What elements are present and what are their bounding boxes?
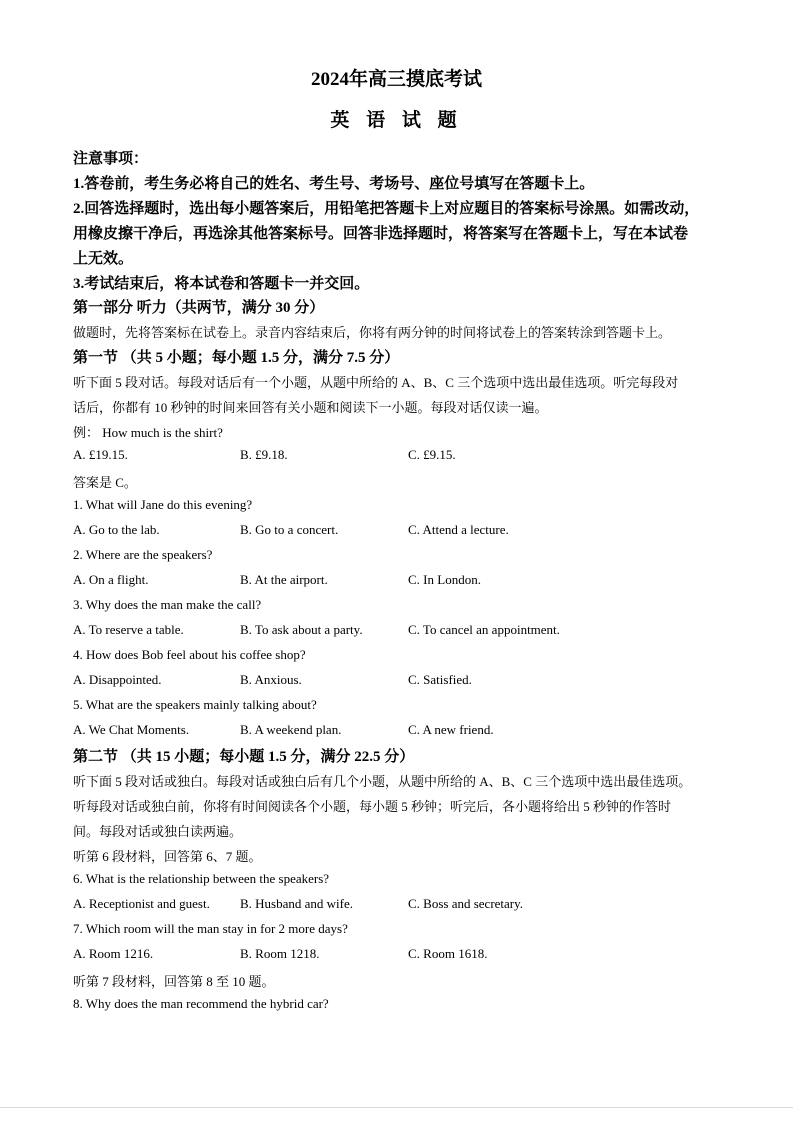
notice-item-3: 3.考试结束后，将本试卷和答题卡一并交回。 — [73, 276, 370, 292]
option-b: B. Anxious. — [240, 672, 302, 687]
section2-title: 第二节 （共 15 小题；每小题 1.5 分，满分 22.5 分） — [73, 749, 415, 765]
option-a: A. Receptionist and guest. — [73, 896, 210, 911]
question-text: 4. How does Bob feel about his coffee shop? — [73, 647, 306, 662]
question-text: 1. What will Jane do this evening? — [73, 497, 253, 512]
option-b: B. Go to a concert. — [240, 522, 339, 537]
question-text: 2. Where are the speakers? — [73, 547, 213, 562]
option-a: A. To reserve a table. — [73, 622, 184, 637]
option-b: B. Husband and wife. — [240, 896, 354, 911]
material-7-note: 听第 7 段材料，回答第 8 至 10 题。 — [73, 974, 275, 989]
option-b: B. At the airport. — [240, 572, 328, 587]
section2-instruction-line2: 听每段对话或独白前，你将有时间阅读各个小题，每小题 5 秒钟；听完后，各小题将给出 5 秒钟的作答时 — [73, 799, 672, 814]
question-text: 8. Why does the man recommend the hybrid car? — [73, 996, 329, 1011]
option-a: A. On a flight. — [73, 572, 149, 587]
section2-instruction-line1: 听下面 5 段对话或独白。每段对话或独白后有几个小题，从题中所给的 A、B、C 三个选项中选出最佳选项。 — [73, 774, 692, 789]
example-answer: 答案是 C。 — [73, 475, 137, 490]
part1-instruction: 做题时，先将答案标在试卷上。录音内容结束后，你将有两分钟的时间将试卷上的答案转涂到答题卡上。 — [73, 325, 672, 340]
question-text: 7. Which room will the man stay in for 2 more days? — [73, 921, 348, 936]
section1-title: 第一节 （共 5 小题；每小题 1.5 分，满分 7.5 分） — [73, 350, 400, 366]
option-c: C. In London. — [408, 572, 481, 587]
example-option-a: A. £19.15. — [73, 447, 128, 462]
question-text: 3. Why does the man make the call? — [73, 597, 262, 612]
example-question: 例： How much is the shirt? — [73, 425, 223, 440]
option-c: C. Room 1618. — [408, 946, 488, 961]
option-b: B. A weekend plan. — [240, 722, 342, 737]
section2-instruction-line3: 间。每段对话或独白读两遍。 — [73, 824, 243, 839]
option-c: C. Attend a lecture. — [408, 522, 509, 537]
question-text: 6. What is the relationship between the speakers? — [73, 871, 330, 886]
option-a: A. Go to the lab. — [73, 522, 160, 537]
example-option-b: B. £9.18. — [240, 447, 288, 462]
part1-title: 第一部分 听力（共两节，满分 30 分） — [73, 300, 325, 316]
example-option-c: C. £9.15. — [408, 447, 456, 462]
exam-subject: 英 语 试 题 — [330, 110, 463, 131]
option-c: C. Satisfied. — [408, 672, 472, 687]
notice-item-1: 1.答卷前，考生务必将自己的姓名、考生号、考场号、座位号填写在答题卡上。 — [73, 176, 595, 192]
option-a: A. We Chat Moments. — [73, 722, 190, 737]
option-b: B. Room 1218. — [240, 946, 320, 961]
exam-title: 2024年高三摸底考试 — [310, 69, 482, 90]
option-c: C. Boss and secretary. — [408, 896, 524, 911]
option-a: A. Room 1216. — [73, 946, 154, 961]
notice-item-2-line2: 用橡皮擦干净后，再选涂其他答案标号。回答非选择题时，将答案写在答题卡上，写在本试卷 — [73, 226, 689, 242]
option-c: C. A new friend. — [408, 722, 494, 737]
option-b: B. To ask about a party. — [240, 622, 363, 637]
option-c: C. To cancel an appointment. — [408, 622, 560, 637]
section1-instruction-line2: 话后，你都有 10 秒钟的时间来回答有关小题和阅读下一小题。每段对话仅读一遍。 — [73, 400, 548, 415]
notice-item-2-line1: 2.回答选择题时，选出每小题答案后，用铅笔把答题卡上对应题目的答案标号涂黑。如需改动， — [73, 201, 700, 217]
question-text: 5. What are the speakers mainly talking about? — [73, 697, 317, 712]
section1-instruction-line1: 听下面 5 段对话。每段对话后有一个小题，从题中所给的 A、B、C 三个选项中选出最佳选项。听完每段对 — [73, 375, 679, 390]
option-a: A. Disappointed. — [73, 672, 162, 687]
notice-item-2-line3: 上无效。 — [73, 251, 134, 267]
material-6-note: 听第 6 段材料，回答第 6、7 题。 — [73, 849, 262, 864]
notice-heading: 注意事项： — [73, 151, 149, 167]
page-bottom-divider — [0, 1107, 793, 1108]
